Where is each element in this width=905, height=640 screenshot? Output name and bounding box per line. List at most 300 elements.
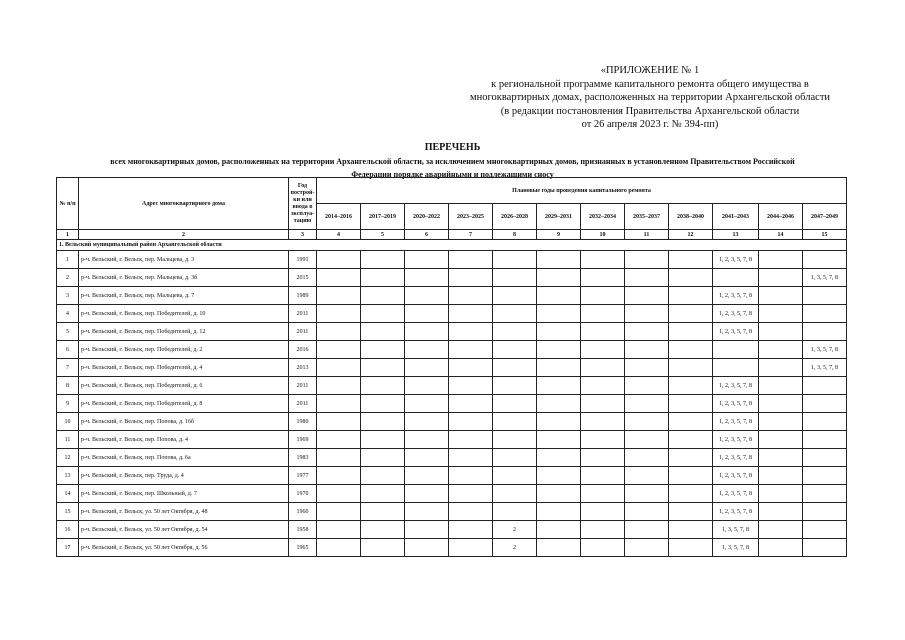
period-header: 2023–2025 (449, 204, 493, 230)
row-period-cell (449, 305, 493, 323)
row-period-cell (405, 485, 449, 503)
row-period-cell (537, 539, 581, 557)
row-address: р-ч. Вельский, г. Вельск, пер. Попова, д. 16б (79, 413, 289, 431)
row-period-cell (625, 377, 669, 395)
annex-title: «ПРИЛОЖЕНИЕ № 1 (600, 65, 700, 76)
table-row (57, 341, 847, 359)
row-address: р-ч. Вельский, г. Вельск, пер. Мальцева, д. 3б (79, 269, 289, 287)
houses-table (56, 177, 847, 557)
annex-header (440, 64, 860, 132)
row-period-cell (669, 521, 713, 539)
row-period-cell (759, 287, 803, 305)
row-period-cell (537, 431, 581, 449)
row-address: р-ч. Вельский, г. Вельск, ул. 50 лет Октября, д. 56 (79, 539, 289, 557)
row-period-cell: 1, 3, 5, 7, 8 (803, 269, 847, 287)
row-period-cell (537, 521, 581, 539)
period-header: 2017–2019 (361, 204, 405, 230)
row-period-cell (537, 251, 581, 269)
row-period-cell (581, 341, 625, 359)
row-period-cell (537, 395, 581, 413)
row-period-cell (317, 449, 361, 467)
row-year: 1958 (289, 521, 317, 539)
period-header: 2044–2046 (759, 204, 803, 230)
row-period-cell (449, 377, 493, 395)
row-period-cell (759, 521, 803, 539)
row-period-cell (537, 467, 581, 485)
row-period-cell: 1, 2, 3, 5, 7, 8 (713, 485, 759, 503)
row-address: р-ч. Вельский, г. Вельск, ул. 50 лет Октября, д. 54 (79, 521, 289, 539)
row-period-cell: 1, 2, 3, 5, 7, 8 (713, 395, 759, 413)
period-header: 2032–2034 (581, 204, 625, 230)
row-period-cell (405, 251, 449, 269)
period-header: 2029–2031 (537, 204, 581, 230)
column-number: 13 (713, 230, 759, 240)
table-row (57, 413, 847, 431)
row-period-cell (581, 449, 625, 467)
row-address: р-ч. Вельский, г. Вельск, пер. Попова, д. 4 (79, 431, 289, 449)
column-number: 7 (449, 230, 493, 240)
row-period-cell (537, 323, 581, 341)
column-number: 2 (79, 230, 289, 240)
row-period-cell (803, 485, 847, 503)
row-period-cell (361, 395, 405, 413)
row-period-cell (581, 521, 625, 539)
row-period-cell (405, 431, 449, 449)
row-period-cell (361, 269, 405, 287)
row-period-cell (361, 503, 405, 521)
row-period-cell (803, 467, 847, 485)
row-address: р-ч. Вельский, г. Вельск, пер. Мальцева, д. 3 (79, 251, 289, 269)
row-period-cell (361, 539, 405, 557)
row-period-cell (405, 395, 449, 413)
row-period-cell (317, 323, 361, 341)
period-header: 2014–2016 (317, 204, 361, 230)
row-period-cell (625, 503, 669, 521)
title-subtitle: Федерации порядке аварийными и подлежащими сносу (351, 170, 554, 179)
row-period-cell (803, 449, 847, 467)
row-period-cell (361, 287, 405, 305)
column-number-row (57, 230, 847, 240)
row-period-cell (449, 413, 493, 431)
row-period-cell: 1, 2, 3, 5, 7, 8 (713, 251, 759, 269)
row-period-cell (581, 305, 625, 323)
row-period-cell (759, 503, 803, 521)
row-period-cell (625, 521, 669, 539)
row-number: 10 (57, 413, 79, 431)
row-period-cell (449, 251, 493, 269)
row-period-cell (449, 395, 493, 413)
row-period-cell (449, 467, 493, 485)
row-period-cell (361, 467, 405, 485)
row-period-cell (581, 413, 625, 431)
row-period-cell (537, 377, 581, 395)
row-period-cell: 1, 2, 3, 5, 7, 8 (713, 431, 759, 449)
row-period-cell (669, 269, 713, 287)
table-row (57, 377, 847, 395)
row-period-cell (669, 377, 713, 395)
row-period-cell (759, 449, 803, 467)
table-row (57, 251, 847, 269)
column-number: 11 (625, 230, 669, 240)
title-subtitle: всех многоквартирных домов, расположенных на территории Архангельской области, за исключением многоквартирных домов, признанных в установленном Правительством Российской (110, 157, 795, 166)
row-address: р-ч. Вельский, г. Вельск, пер. Попова, д. 6а (79, 449, 289, 467)
row-period-cell (581, 431, 625, 449)
row-period-cell (361, 431, 405, 449)
row-year: 1991 (289, 251, 317, 269)
column-header-plan: Плановые годы проведения капитального ремонта (317, 178, 847, 204)
row-address: р-ч. Вельский, г. Вельск, пер. Победителей, д. 8 (79, 395, 289, 413)
row-year: 1989 (289, 287, 317, 305)
row-period-cell (449, 431, 493, 449)
row-period-cell (449, 269, 493, 287)
row-period-cell (537, 503, 581, 521)
row-address: р-ч. Вельский, г. Вельск, пер. Победителей, д. 6 (79, 377, 289, 395)
row-period-cell (317, 485, 361, 503)
row-period-cell (317, 305, 361, 323)
row-period-cell (581, 377, 625, 395)
row-period-cell (361, 521, 405, 539)
row-year: 1977 (289, 467, 317, 485)
table-row (57, 467, 847, 485)
row-period-cell (449, 287, 493, 305)
row-period-cell (759, 269, 803, 287)
row-period-cell (317, 539, 361, 557)
row-number: 7 (57, 359, 79, 377)
title-heading: ПЕРЕЧЕНЬ (424, 142, 481, 153)
row-period-cell (317, 287, 361, 305)
row-period-cell (493, 359, 537, 377)
row-period-cell (625, 395, 669, 413)
row-address: р-ч. Вельский, г. Вельск, пер. Школьный, д. 7 (79, 485, 289, 503)
row-period-cell (759, 305, 803, 323)
row-period-cell (669, 251, 713, 269)
annex-line: многоквартирных домах, расположенных на территории Архангельской области (469, 92, 831, 103)
row-period-cell (803, 287, 847, 305)
row-period-cell (537, 269, 581, 287)
row-number: 3 (57, 287, 79, 305)
row-year: 2011 (289, 305, 317, 323)
row-period-cell (361, 359, 405, 377)
row-period-cell (361, 305, 405, 323)
row-period-cell (759, 467, 803, 485)
row-address: р-ч. Вельский, г. Вельск, ул. 50 лет Октября, д. 48 (79, 503, 289, 521)
table-row (57, 449, 847, 467)
row-address: р-ч. Вельский, г. Вельск, пер. Победителей, д. 2 (79, 341, 289, 359)
table-row (57, 305, 847, 323)
row-address: р-ч. Вельский, г. Вельск, пер. Победителей, д. 10 (79, 305, 289, 323)
table-row (57, 431, 847, 449)
row-period-cell (759, 323, 803, 341)
row-period-cell (449, 503, 493, 521)
row-period-cell (759, 395, 803, 413)
row-period-cell (493, 431, 537, 449)
row-period-cell (625, 269, 669, 287)
row-year: 2013 (289, 359, 317, 377)
annex-line: (в редакции постановления Правительства Архангельской области (500, 105, 800, 117)
row-period-cell (759, 413, 803, 431)
period-header: 2038–2040 (669, 204, 713, 230)
row-period-cell (493, 305, 537, 323)
row-period-cell (669, 449, 713, 467)
column-header-year: Год построй-ки или ввода в эксплуа-тацию (289, 178, 317, 230)
row-period-cell (759, 485, 803, 503)
row-period-cell (625, 485, 669, 503)
row-number: 4 (57, 305, 79, 323)
row-period-cell (625, 539, 669, 557)
row-period-cell (803, 521, 847, 539)
row-period-cell (803, 539, 847, 557)
table-row (57, 521, 847, 539)
row-period-cell (317, 413, 361, 431)
row-period-cell (405, 377, 449, 395)
row-period-cell: 1, 2, 3, 5, 7, 8 (713, 503, 759, 521)
row-period-cell (759, 539, 803, 557)
row-number: 2 (57, 269, 79, 287)
row-period-cell (317, 431, 361, 449)
row-year: 1969 (289, 431, 317, 449)
row-number: 17 (57, 539, 79, 557)
row-period-cell (759, 341, 803, 359)
row-period-cell: 1, 3, 5, 7, 8 (803, 341, 847, 359)
document-title (40, 142, 865, 180)
row-period-cell (669, 485, 713, 503)
row-period-cell (449, 521, 493, 539)
row-period-cell (625, 431, 669, 449)
row-period-cell (669, 305, 713, 323)
table-row (57, 359, 847, 377)
row-period-cell (317, 467, 361, 485)
row-period-cell (493, 413, 537, 431)
row-period-cell (625, 341, 669, 359)
row-number: 5 (57, 323, 79, 341)
row-period-cell (317, 377, 361, 395)
row-period-cell (625, 467, 669, 485)
row-period-cell (669, 413, 713, 431)
row-period-cell (625, 323, 669, 341)
row-period-cell (493, 449, 537, 467)
row-period-cell (759, 251, 803, 269)
row-period-cell: 1, 2, 3, 5, 7, 8 (713, 467, 759, 485)
row-year: 2011 (289, 323, 317, 341)
row-period-cell (361, 251, 405, 269)
row-period-cell (803, 305, 847, 323)
row-period-cell (449, 449, 493, 467)
row-period-cell (449, 539, 493, 557)
row-period-cell: 1, 2, 3, 5, 7, 8 (713, 377, 759, 395)
row-period-cell: 1, 2, 3, 5, 7, 8 (713, 449, 759, 467)
row-period-cell (317, 503, 361, 521)
period-header: 2020–2022 (405, 204, 449, 230)
period-header: 2026–2028 (493, 204, 537, 230)
row-period-cell (493, 485, 537, 503)
row-period-cell (803, 251, 847, 269)
row-period-cell (405, 467, 449, 485)
row-number: 6 (57, 341, 79, 359)
row-period-cell (759, 431, 803, 449)
row-period-cell: 2 (493, 521, 537, 539)
row-period-cell (449, 341, 493, 359)
row-period-cell (759, 377, 803, 395)
row-year: 2011 (289, 377, 317, 395)
table-row (57, 503, 847, 521)
table-row (57, 287, 847, 305)
annex-date: от 26 апреля 2023 г. № 394-пп) (581, 119, 719, 130)
table-row (57, 485, 847, 503)
column-number: 10 (581, 230, 625, 240)
row-period-cell (669, 503, 713, 521)
row-period-cell (317, 341, 361, 359)
row-period-cell (449, 323, 493, 341)
row-period-cell (537, 305, 581, 323)
row-period-cell (361, 485, 405, 503)
row-period-cell (405, 413, 449, 431)
row-period-cell (361, 341, 405, 359)
row-period-cell (405, 305, 449, 323)
row-period-cell (669, 323, 713, 341)
row-period-cell (669, 431, 713, 449)
row-year: 1983 (289, 449, 317, 467)
row-address: р-ч. Вельский, г. Вельск, пер. Труда, д. 4 (79, 467, 289, 485)
row-number: 9 (57, 395, 79, 413)
row-period-cell (405, 503, 449, 521)
row-period-cell (537, 287, 581, 305)
table-row (57, 539, 847, 557)
table-row (57, 269, 847, 287)
period-header: 2041–2043 (713, 204, 759, 230)
row-period-cell (537, 359, 581, 377)
row-period-cell (405, 287, 449, 305)
row-year: 2016 (289, 341, 317, 359)
row-period-cell (317, 395, 361, 413)
row-period-cell (405, 323, 449, 341)
row-number: 14 (57, 485, 79, 503)
row-period-cell (803, 395, 847, 413)
row-number: 1 (57, 251, 79, 269)
row-number: 11 (57, 431, 79, 449)
row-number: 12 (57, 449, 79, 467)
row-period-cell (361, 413, 405, 431)
column-header-number: № п/п (57, 178, 79, 230)
row-year: 2011 (289, 395, 317, 413)
row-period-cell (449, 359, 493, 377)
row-period-cell (581, 503, 625, 521)
row-year: 1980 (289, 413, 317, 431)
row-period-cell (493, 503, 537, 521)
column-number: 3 (289, 230, 317, 240)
row-period-cell (493, 251, 537, 269)
row-year: 2015 (289, 269, 317, 287)
row-period-cell (581, 269, 625, 287)
row-period-cell (581, 359, 625, 377)
row-period-cell (713, 359, 759, 377)
row-period-cell (493, 269, 537, 287)
row-period-cell: 1, 3, 5, 7, 8 (803, 359, 847, 377)
row-number: 15 (57, 503, 79, 521)
column-header-address: Адрес многоквартирного дома (79, 178, 289, 230)
row-period-cell (317, 251, 361, 269)
row-period-cell (493, 467, 537, 485)
row-period-cell (405, 521, 449, 539)
row-period-cell (759, 359, 803, 377)
row-period-cell (625, 287, 669, 305)
row-year: 1965 (289, 539, 317, 557)
row-period-cell (493, 395, 537, 413)
row-period-cell (669, 341, 713, 359)
row-period-cell (581, 467, 625, 485)
row-period-cell (537, 413, 581, 431)
row-period-cell (803, 377, 847, 395)
row-period-cell (803, 323, 847, 341)
column-number: 12 (669, 230, 713, 240)
row-period-cell (713, 269, 759, 287)
row-period-cell (581, 287, 625, 305)
column-number: 8 (493, 230, 537, 240)
row-address: р-ч. Вельский, г. Вельск, пер. Победителей, д. 12 (79, 323, 289, 341)
row-period-cell (537, 449, 581, 467)
row-period-cell (803, 503, 847, 521)
row-period-cell (537, 341, 581, 359)
row-period-cell (449, 485, 493, 503)
row-period-cell: 1, 2, 3, 5, 7, 8 (713, 323, 759, 341)
column-number: 9 (537, 230, 581, 240)
row-period-cell (317, 269, 361, 287)
row-period-cell (405, 359, 449, 377)
row-address: р-ч. Вельский, г. Вельск, пер. Мальцева, д. 7 (79, 287, 289, 305)
row-period-cell (713, 341, 759, 359)
table-row (57, 395, 847, 413)
table-row (57, 323, 847, 341)
row-period-cell (405, 449, 449, 467)
row-period-cell (581, 539, 625, 557)
row-period-cell (625, 251, 669, 269)
row-period-cell (803, 431, 847, 449)
row-period-cell (493, 323, 537, 341)
row-year: 1960 (289, 503, 317, 521)
row-period-cell: 1, 2, 3, 5, 7, 8 (713, 287, 759, 305)
row-period-cell (405, 341, 449, 359)
section-label: 1. Вельский муниципальный район Архангельской области (57, 240, 847, 251)
row-period-cell: 1, 2, 3, 5, 7, 8 (713, 413, 759, 431)
row-period-cell (405, 269, 449, 287)
column-number: 14 (759, 230, 803, 240)
column-number: 6 (405, 230, 449, 240)
period-header: 2035–2037 (625, 204, 669, 230)
row-period-cell (317, 521, 361, 539)
row-period-cell: 1, 3, 5, 7, 8 (713, 521, 759, 539)
row-period-cell (581, 251, 625, 269)
row-period-cell (669, 467, 713, 485)
row-period-cell: 1, 3, 5, 7, 8 (713, 539, 759, 557)
annex-line: к региональной программе капитального ремонта общего имущества в (491, 78, 809, 90)
column-number: 15 (803, 230, 847, 240)
row-period-cell (405, 539, 449, 557)
row-period-cell: 1, 2, 3, 5, 7, 8 (713, 305, 759, 323)
row-period-cell (625, 305, 669, 323)
row-address: р-ч. Вельский, г. Вельск, пер. Победителей, д. 4 (79, 359, 289, 377)
row-number: 13 (57, 467, 79, 485)
row-period-cell (493, 377, 537, 395)
row-period-cell (537, 485, 581, 503)
row-period-cell (361, 377, 405, 395)
row-period-cell (669, 395, 713, 413)
row-period-cell (361, 449, 405, 467)
row-period-cell (493, 287, 537, 305)
column-number: 1 (57, 230, 79, 240)
row-period-cell (669, 287, 713, 305)
column-number: 5 (361, 230, 405, 240)
row-period-cell (493, 341, 537, 359)
row-year: 1970 (289, 485, 317, 503)
